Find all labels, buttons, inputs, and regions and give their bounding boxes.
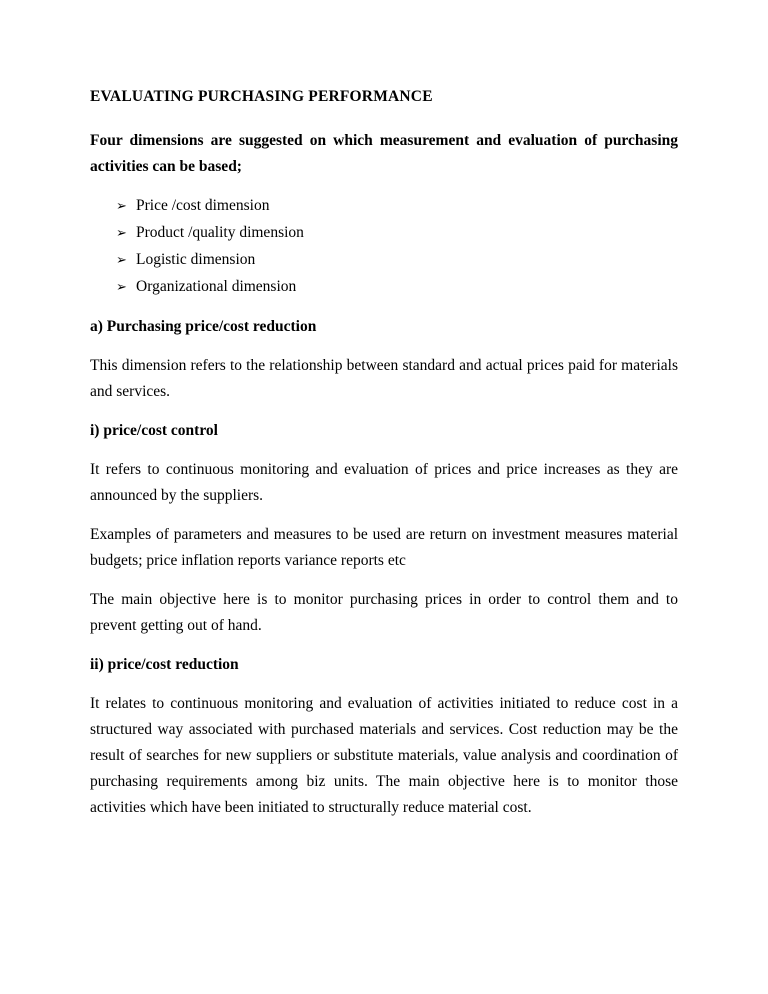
- section-ii-paragraph-1: It relates to continuous monitoring and evaluation of activities initiated to reduce cost in a structured way associated with purchased materials and services. Cost reduction may be the result of searches for new suppliers or substitute materials, value analysis and coordination of purchasing requirements among biz units. The main objective here is to monitor those activities which have been initiated to structurally reduce material cost.: [90, 695, 678, 816]
- list-item: [116, 274, 678, 301]
- arrow-bullet-icon: ➢: [116, 280, 127, 295]
- arrow-bullet-icon: ➢: [116, 199, 127, 214]
- list-item-text: Organizational dimension: [136, 278, 297, 295]
- section-a-heading: a) Purchasing price/cost reduction: [90, 318, 317, 335]
- section-i-paragraph-1: It refers to continuous monitoring and evaluation of prices and price increases as they are announced by the suppliers.: [90, 461, 678, 504]
- section-ii-heading: ii) price/cost reduction: [90, 656, 239, 673]
- intro-paragraph: Four dimensions are suggested on which measurement and evaluation of purchasing activities can be based;: [90, 132, 678, 175]
- list-item-text: Price /cost dimension: [136, 197, 270, 214]
- list-item-text: Product /quality dimension: [136, 224, 304, 241]
- list-item: [116, 220, 678, 247]
- document-title: EVALUATING PURCHASING PERFORMANCE: [90, 88, 433, 105]
- arrow-bullet-icon: ➢: [116, 226, 127, 241]
- arrow-bullet-icon: ➢: [116, 253, 127, 268]
- dimension-list: [116, 193, 678, 301]
- section-i-paragraph-2: Examples of parameters and measures to be used are return on investment measures material budgets; price inflation reports variance reports etc: [90, 526, 678, 569]
- section-i-heading: i) price/cost control: [90, 422, 218, 439]
- list-item: [116, 247, 678, 274]
- section-a-paragraph: This dimension refers to the relationship between standard and actual prices paid for materials and services.: [90, 357, 678, 400]
- list-item: [116, 193, 678, 220]
- section-i-paragraph-3: The main objective here is to monitor purchasing prices in order to control them and to prevent getting out of hand.: [90, 591, 678, 634]
- list-item-text: Logistic dimension: [136, 251, 256, 268]
